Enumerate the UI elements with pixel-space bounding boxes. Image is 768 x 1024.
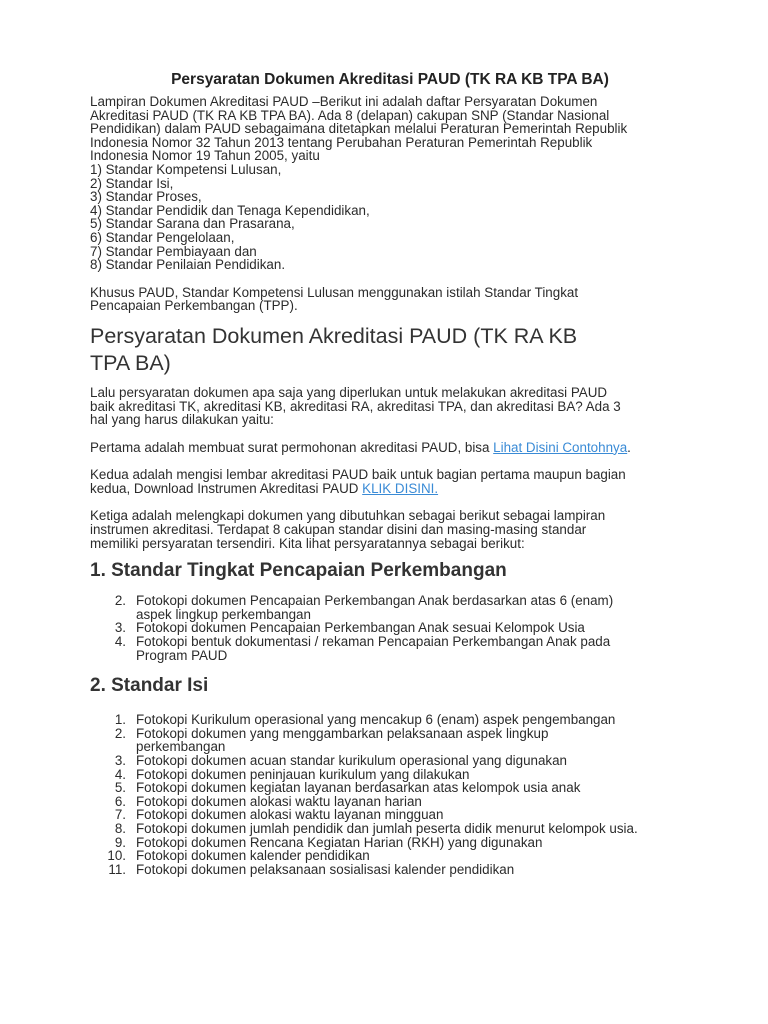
list-item-text: Fotokopi dokumen kegiatan layanan berdasarkan atas kelompok usia anak [136,780,581,796]
list-number: 4. [114,766,126,782]
khusus-line: Pencapaian Perkembangan (TPP). [90,298,298,314]
list-item [90,768,690,782]
list-item-text: Fotokopi dokumen peninjauan kurikulum yang dilakukan [136,766,470,782]
intro-line: Indonesia Nomor 32 Tahun 2013 tentang Perubahan Peraturan Pemerintah Republik [90,134,593,150]
list-number: 4. [114,634,126,650]
list-item-text: Fotokopi dokumen Pencapaian Perkembangan Anak sesuai Kelompok Usia [136,620,585,636]
lihat-contoh-link[interactable]: Lihat Disini Contohnya [493,439,628,455]
list-item [90,836,690,850]
standard-item: 3) Standar Proses, [90,189,202,205]
list-number: 3. [114,620,126,636]
list-number: 8. [114,820,126,836]
isi-list [90,713,690,876]
pertama-period: . [627,439,631,455]
list-item-text: Program PAUD [136,647,228,663]
ketiga-line: instrumen akreditasi. Terdapat 8 cakupan standar disini dan masing-masing standar [90,522,587,538]
list-item [90,635,690,662]
khusus-paragraph [90,286,690,313]
list-number: 1. [114,712,126,728]
list-number: 2. [114,593,126,609]
list-item [90,849,690,863]
list-item [90,594,690,621]
list-number: 11. [108,861,126,877]
kedua-line: Kedua adalah mengisi lembar akreditasi PAUD baik untuk bagian pertama maupun bagian [90,467,626,483]
list-item [90,727,690,754]
document-page [90,70,690,876]
list-item-text: Fotokopi dokumen Pencapaian Perkembangan Anak berdasarkan atas 6 (enam) [136,593,614,609]
list-item-text: Fotokopi dokumen jumlah pendidik dan jumlah peserta didik menurut kelompok usia. [136,820,638,836]
lalu-line: hal yang harus dilakukan yaitu: [90,412,274,428]
list-item-text: Fotokopi dokumen alokasi waktu layanan mingguan [136,807,444,823]
list-item [90,754,690,768]
standard-item: 5) Standar Sarana dan Prasarana, [90,216,295,232]
list-item [90,822,690,836]
standard-item: 2) Standar Isi, [90,175,174,191]
section-heading-stpp: 1. Standar Tingkat Pencapaian Perkembangan [90,560,507,582]
khusus-line: Khusus PAUD, Standar Kompetensi Lulusan menggunakan istilah Standar Tingkat [90,284,579,300]
intro-line: Lampiran Dokumen Akreditasi PAUD –Berikut ini adalah daftar Persyaratan Dokumen [90,94,598,109]
lalu-line: baik akreditasi TK, akreditasi KB, akreditasi RA, akreditasi TPA, dan akreditasi BA? Ada 3 [90,398,621,414]
standard-item: 6) Standar Pengelolaan, [90,229,235,245]
list-item [90,781,690,795]
list-item [90,713,690,727]
list-number: 3. [114,753,126,768]
section-heading-main [90,323,690,377]
list-item-text: Fotokopi Kurikulum operasional yang mencakup 6 (enam) aspek pengembangan [136,712,616,728]
intro-line: Indonesia Nomor 19 Tahun 2005, yaitu [90,148,320,164]
standard-item: 7) Standar Pembiayaan dan [90,243,257,259]
list-number: 10. [107,848,126,864]
pertama-paragraph [90,441,690,455]
klik-disini-link[interactable]: KLIK DISINI. [362,480,439,496]
list-item-text: perkembangan [136,739,226,755]
list-item-text: Fotokopi bentuk dokumentasi / rekaman Pencapaian Perkembangan Anak pada [136,634,611,650]
lalu-paragraph [90,386,690,427]
lalu-line: Lalu persyaratan dokumen apa saja yang diperlukan untuk melakukan akreditasi PAUD [90,384,608,400]
ketiga-paragraph [90,509,690,550]
standard-item: 1) Standar Kompetensi Lulusan, [90,161,282,177]
heading-line: TPA BA) [90,350,171,375]
pertama-text: Pertama adalah membuat surat permohonan akreditasi PAUD, bisa [90,439,494,455]
heading-line: Persyaratan Dokumen Akreditasi PAUD (TK RA KB [90,323,578,348]
list-item-text: Fotokopi dokumen alokasi waktu layanan harian [136,793,422,809]
standard-item: 8) Standar Penilaian Pendidikan. [90,257,286,273]
list-item-text: Fotokopi dokumen yang menggambarkan pelaksanaan aspek lingkup [136,725,549,741]
list-number: 5. [114,780,126,796]
kedua-text: kedua, Download Instrumen Akreditasi PAUD [90,480,363,496]
standard-item: 4) Standar Pendidik dan Tenaga Kependidikan, [90,202,370,218]
list-item-text: Fotokopi dokumen pelaksanaan sosialisasi kalender pendidikan [136,861,515,877]
list-number: 9. [114,834,126,850]
list-number: 7. [114,807,126,823]
stpp-list [90,594,690,662]
list-item [90,621,690,635]
ketiga-line: memiliki persyaratan tersendiri. Kita lihat persyaratannya sebagai berikut: [90,535,525,551]
list-item [90,795,690,809]
intro-line: Akreditasi PAUD (TK RA KB TPA BA). Ada 8 (delapan) cakupan SNP (Standar Nasional [90,107,610,123]
list-item-text: Fotokopi dokumen kalender pendidikan [136,848,370,864]
list-item-text: aspek lingkup perkembangan [136,606,311,622]
list-number: 6. [114,793,126,809]
list-item-text: Fotokopi dokumen acuan standar kurikulum operasional yang digunakan [136,753,568,768]
kedua-paragraph [90,468,690,495]
list-item [90,808,690,822]
intro-line: Pendidikan) dalam PAUD sebagaimana ditetapkan melalui Peraturan Pemerintah Republik [90,121,628,137]
list-number: 2. [114,725,126,741]
list-item-text: Fotokopi dokumen Rencana Kegiatan Harian (RKH) yang digunakan [136,834,543,850]
list-item [90,863,690,877]
section-heading-isi: 2. Standar Isi [90,675,209,697]
intro-paragraph [90,95,690,272]
ketiga-line: Ketiga adalah melengkapi dokumen yang dibutuhkan sebagai berikut sebagai lampiran [90,508,606,524]
document-title: Persyaratan Dokumen Akreditasi PAUD (TK RA KB TPA BA) [171,71,609,88]
